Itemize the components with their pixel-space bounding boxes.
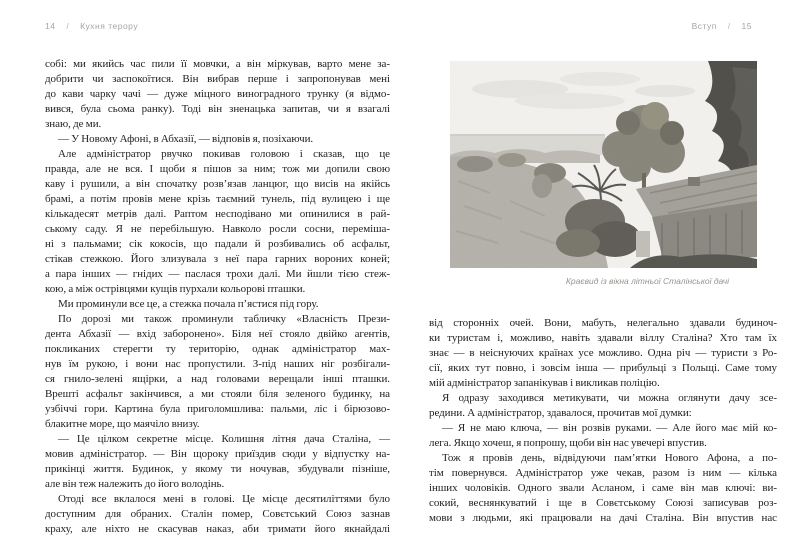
- text-line: правда, але не вся. І щоби я пішов за ним; тож ми допили свою: [45, 163, 390, 175]
- text-line: ся гнило-зелені ящірки, а над головами верещали інші пташки.: [45, 373, 390, 385]
- text-line: мовив адміністратор. — Він щороку приїздив сюди у відпустку на-: [45, 448, 390, 460]
- text-line: покликаних стерегти ту територію, однак адміністратор мах-: [45, 343, 390, 355]
- running-head-right: [692, 21, 752, 31]
- running-head-book-title: Кухня терору: [80, 21, 139, 31]
- text-line: Ми проминули все це, а стежка почала п’ястися під гору.: [58, 298, 319, 310]
- text-line: Врешті асфальт закінчився, а ми стояли біля зеленого будинку, на: [45, 388, 390, 400]
- text-line: прикінці життя. Будинок, у якому ти ночував, збудували пізніше,: [45, 463, 390, 475]
- text-line: інших чоловіків. Одного звали Асланом, і саме він мав ключі: ви-: [429, 482, 777, 494]
- text-line: лега. Якщо хочеш, я попрошу, щоби він нас увечері впустив.: [429, 437, 707, 449]
- text-line: брамі, а потім провів мене крізь таємний тунель, під вулицею і ще: [45, 193, 390, 205]
- text-line: сії, яких тут повно, і зовсім інша — прибульці з Польщі. Саме тому: [429, 362, 777, 374]
- text-line: ки туристам і, можливо, навіть здавали віллу Сталіна? Хто там їх: [429, 332, 777, 344]
- text-line: собі: ми якийсь час пили її мовчки, а він міркував, варто мене за-: [45, 58, 390, 70]
- text-line: Отоді все вклалося мені в голові. Це місце десятиліттями було: [58, 493, 390, 505]
- dacha-photo-image: [450, 61, 757, 268]
- text-line: Тож я провів день, відвідуючи пам’ятки Нового Афона, а по-: [442, 452, 777, 464]
- text-line: але він теж належить до його володінь.: [45, 478, 225, 490]
- photo-caption: Краєвид із вікна літньої Сталінської дачі: [565, 276, 729, 286]
- text-line: узбіччі гори. Картина була приголомшлива: пальми, ліс і бірюзово-: [45, 403, 390, 415]
- text-line: краху, але ніхто не скасував наказ, аби тримати його якнайдалі: [45, 523, 390, 535]
- text-line: кількадесят метрів далі. Раптом несподівано ми опинилися в рай-: [45, 208, 390, 220]
- text-line: дента Абхазії — вхід заборонено». Біля неї стояло двійко агентів,: [45, 328, 390, 340]
- text-line: — Це цілком секретне місце. Колишня літня дача Сталіна, —: [58, 433, 390, 445]
- text-line: редини. А адміністратор, здавалося, прочитав мої думки:: [429, 407, 692, 419]
- text-line: По дорозі ми також проминули табличку «Власність Прези-: [58, 313, 390, 325]
- text-line: вився, була сьома ранку). Тоді він зненацька запитав, чи я взагалі: [45, 103, 390, 115]
- text-line: — У Новому Афоні, в Абхазії, — відповів я, позіхаючи.: [58, 133, 314, 145]
- text-line: кою, а між острівцями кущів пурхали кольорові пташки.: [45, 283, 306, 295]
- page-number-left: 14: [45, 21, 56, 31]
- left-page-text-column: [45, 57, 390, 537]
- text-line: нув їм рукою, і вони нас пропустили. З-під наших ніг розбігали-: [45, 358, 390, 370]
- dacha-photo: [450, 61, 757, 268]
- text-line: блакитне море, що маячіло внизу.: [45, 418, 200, 430]
- running-head-left: [45, 21, 138, 31]
- text-line: — Я не маю ключа, — він розвів руками. — Але його має мій ко-: [442, 422, 777, 434]
- text-line: ні з пальмами; сік кокосів, що падали й розбивались об асфальт,: [45, 238, 390, 250]
- text-line: знає — в неіснуючих країнах усе можливо. Одна річ — туристи з Ро-: [429, 347, 777, 359]
- text-line: знаю, де ми.: [45, 118, 102, 130]
- text-line: а пара інших — гнідих — паслася трохи далі. Ми йшли тією стеж-: [45, 268, 390, 280]
- running-head-separator: /: [66, 21, 70, 31]
- running-head-chapter-title: Вступ: [691, 21, 717, 31]
- running-head-separator: /: [727, 21, 731, 31]
- text-line: до кави чарку чачі — дуже міцного виноградного трунку (я відмо-: [45, 88, 390, 100]
- text-line: каву і рушили, а він спочатку розв’язав ланцюг, що висів на якійсь: [45, 178, 390, 190]
- page-number-right: 15: [741, 21, 752, 31]
- text-line: від сторонніх очей. Вони, мабуть, нелегально здавали будиноч-: [429, 317, 777, 329]
- text-line: мій адміністратор запанікував і викликав поліцію.: [429, 377, 660, 389]
- right-page-text-column: [429, 316, 777, 526]
- text-line: тім повернувся. Адміністратор уже чекав, разом із ним — кілька: [429, 467, 777, 479]
- text-line: Я одразу заходився метикувати, чи можна оглянути дачу зсе-: [442, 392, 777, 404]
- text-line: стікав стежкою. Його злизувала з неї пара гарних вороних коней;: [45, 253, 390, 265]
- text-line: Але адміністратор рвучко покивав головою і сказав, що це: [58, 148, 390, 160]
- text-line: сокий, веснянкуватий і ще в Совєтському Союзі записував роз-: [429, 497, 777, 509]
- text-line: мови з людьми, які працювали на дачі Сталіна. Він впустив нас: [429, 512, 777, 524]
- text-line: доступним для обраних. Сталін помер, Совєтський Союз зазнав: [45, 508, 390, 520]
- text-line: ському саду. Я не перебільшую. Навколо росли сосни, переміша-: [45, 223, 390, 235]
- text-line: добрити чи заспокоїтися. Він вибрав перше і запропонував мені: [45, 73, 390, 85]
